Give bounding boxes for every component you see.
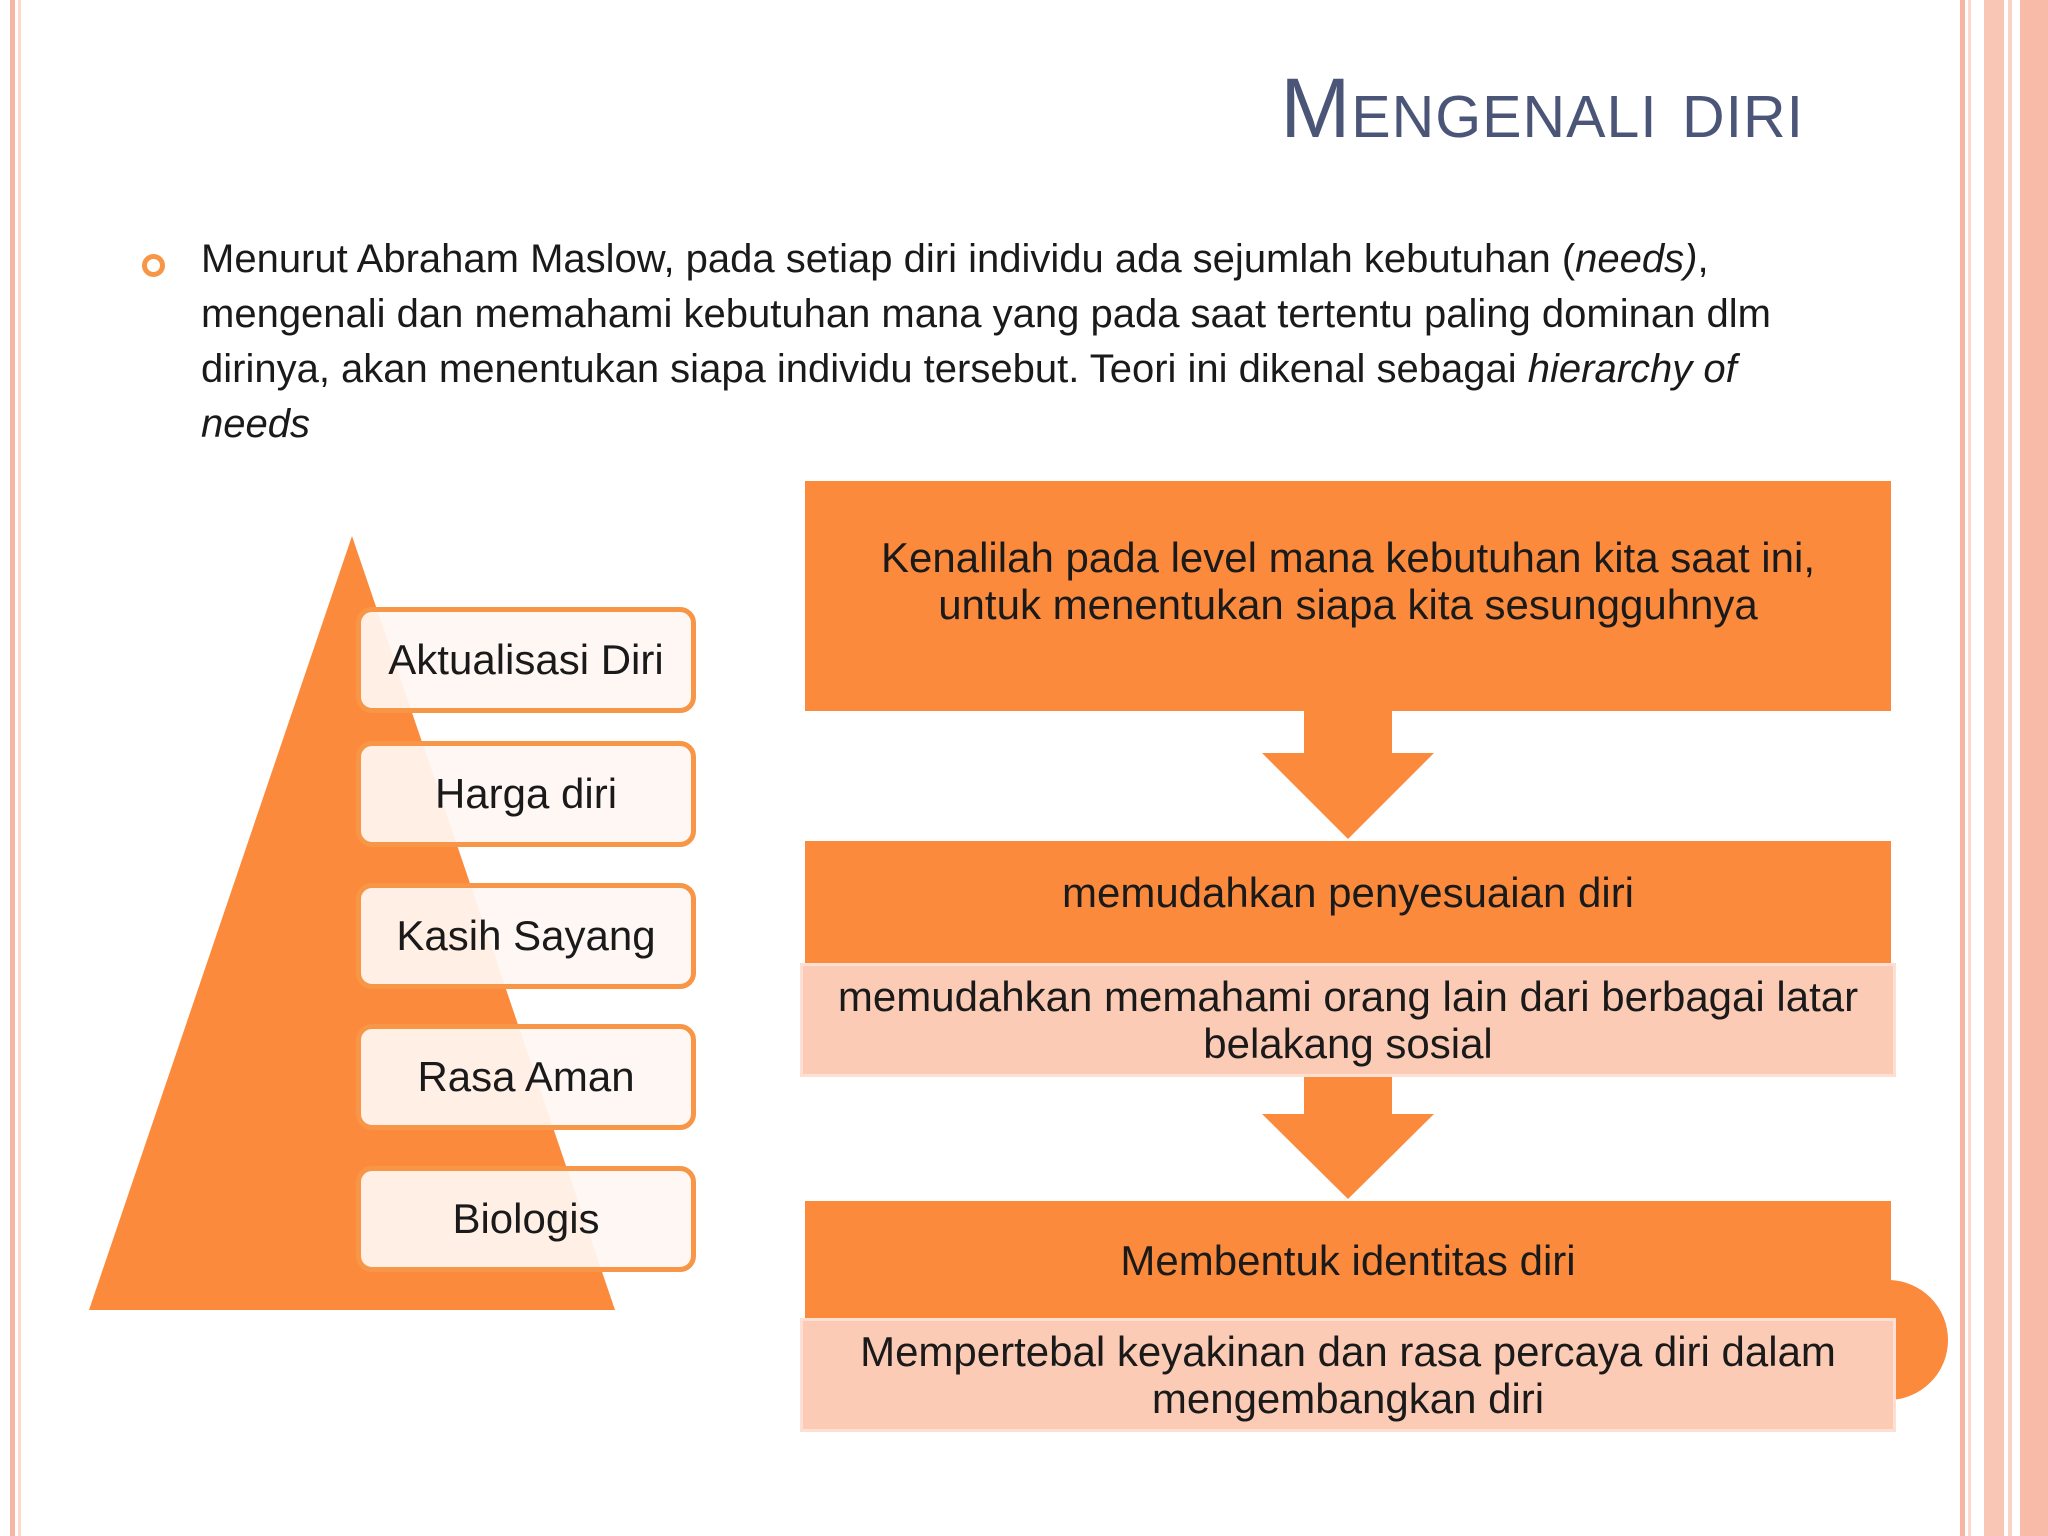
hierarchy-term: hierarchy of needs: [201, 347, 1737, 446]
flow-box-kenali-level-text: Kenalilah pada level mana kebutuhan kita saat ini, untuk menentukan siapa kita sesungguhnya: [881, 534, 1815, 628]
flow-sub-percaya-diri: [800, 1318, 1896, 1432]
pyramid-level-biologis: Biologis: [356, 1166, 696, 1272]
pyramid-level-aktualisasi-diri: Aktualisasi Diri: [356, 607, 696, 713]
down-arrow-icon: [1262, 711, 1434, 839]
flow-sub-memahami-orang-lain-text: memudahkan memahami orang lain dari berbagai latar belakang sosial: [837, 973, 1859, 1067]
flow-box-identitas-diri-text: Membentuk identitas diri: [1120, 1236, 1576, 1284]
flow-sub-percaya-diri-text: Mempertebal keyakinan dan rasa percaya diri dalam mengembangkan diri: [860, 1328, 1836, 1422]
slide-title: Mengenali diri: [1280, 61, 1804, 155]
flow-box-penyesuaian-diri-text: memudahkan penyesuaian diri: [1061, 868, 1635, 916]
paragraph-text-2: , mengenali dan memahami kebutuhan mana yang pada saat tertentu paling dominan dlm dirinya, akan menentukan siapa individu tersebut. Teori ini dikenal sebagai: [201, 237, 1771, 391]
flow-sub-memahami-orang-lain: [800, 963, 1896, 1077]
flow-box-identitas-diri: [805, 1201, 1891, 1331]
down-arrow-icon-2: [1262, 1077, 1434, 1199]
paragraph-text-1: Menurut Abraham Maslow, pada setiap diri individu ada sejumlah kebutuhan (: [201, 237, 1576, 281]
pyramid-level-rasa-aman: Rasa Aman: [356, 1024, 696, 1130]
flow-box-kenali-level: [805, 481, 1891, 711]
pyramid-level-harga-diri: Harga diri: [356, 741, 696, 847]
pyramid-level-kasih-sayang: Kasih Sayang: [356, 883, 696, 989]
needs-term: needs): [1575, 237, 1698, 281]
flow-box-penyesuaian-diri: [805, 841, 1891, 971]
